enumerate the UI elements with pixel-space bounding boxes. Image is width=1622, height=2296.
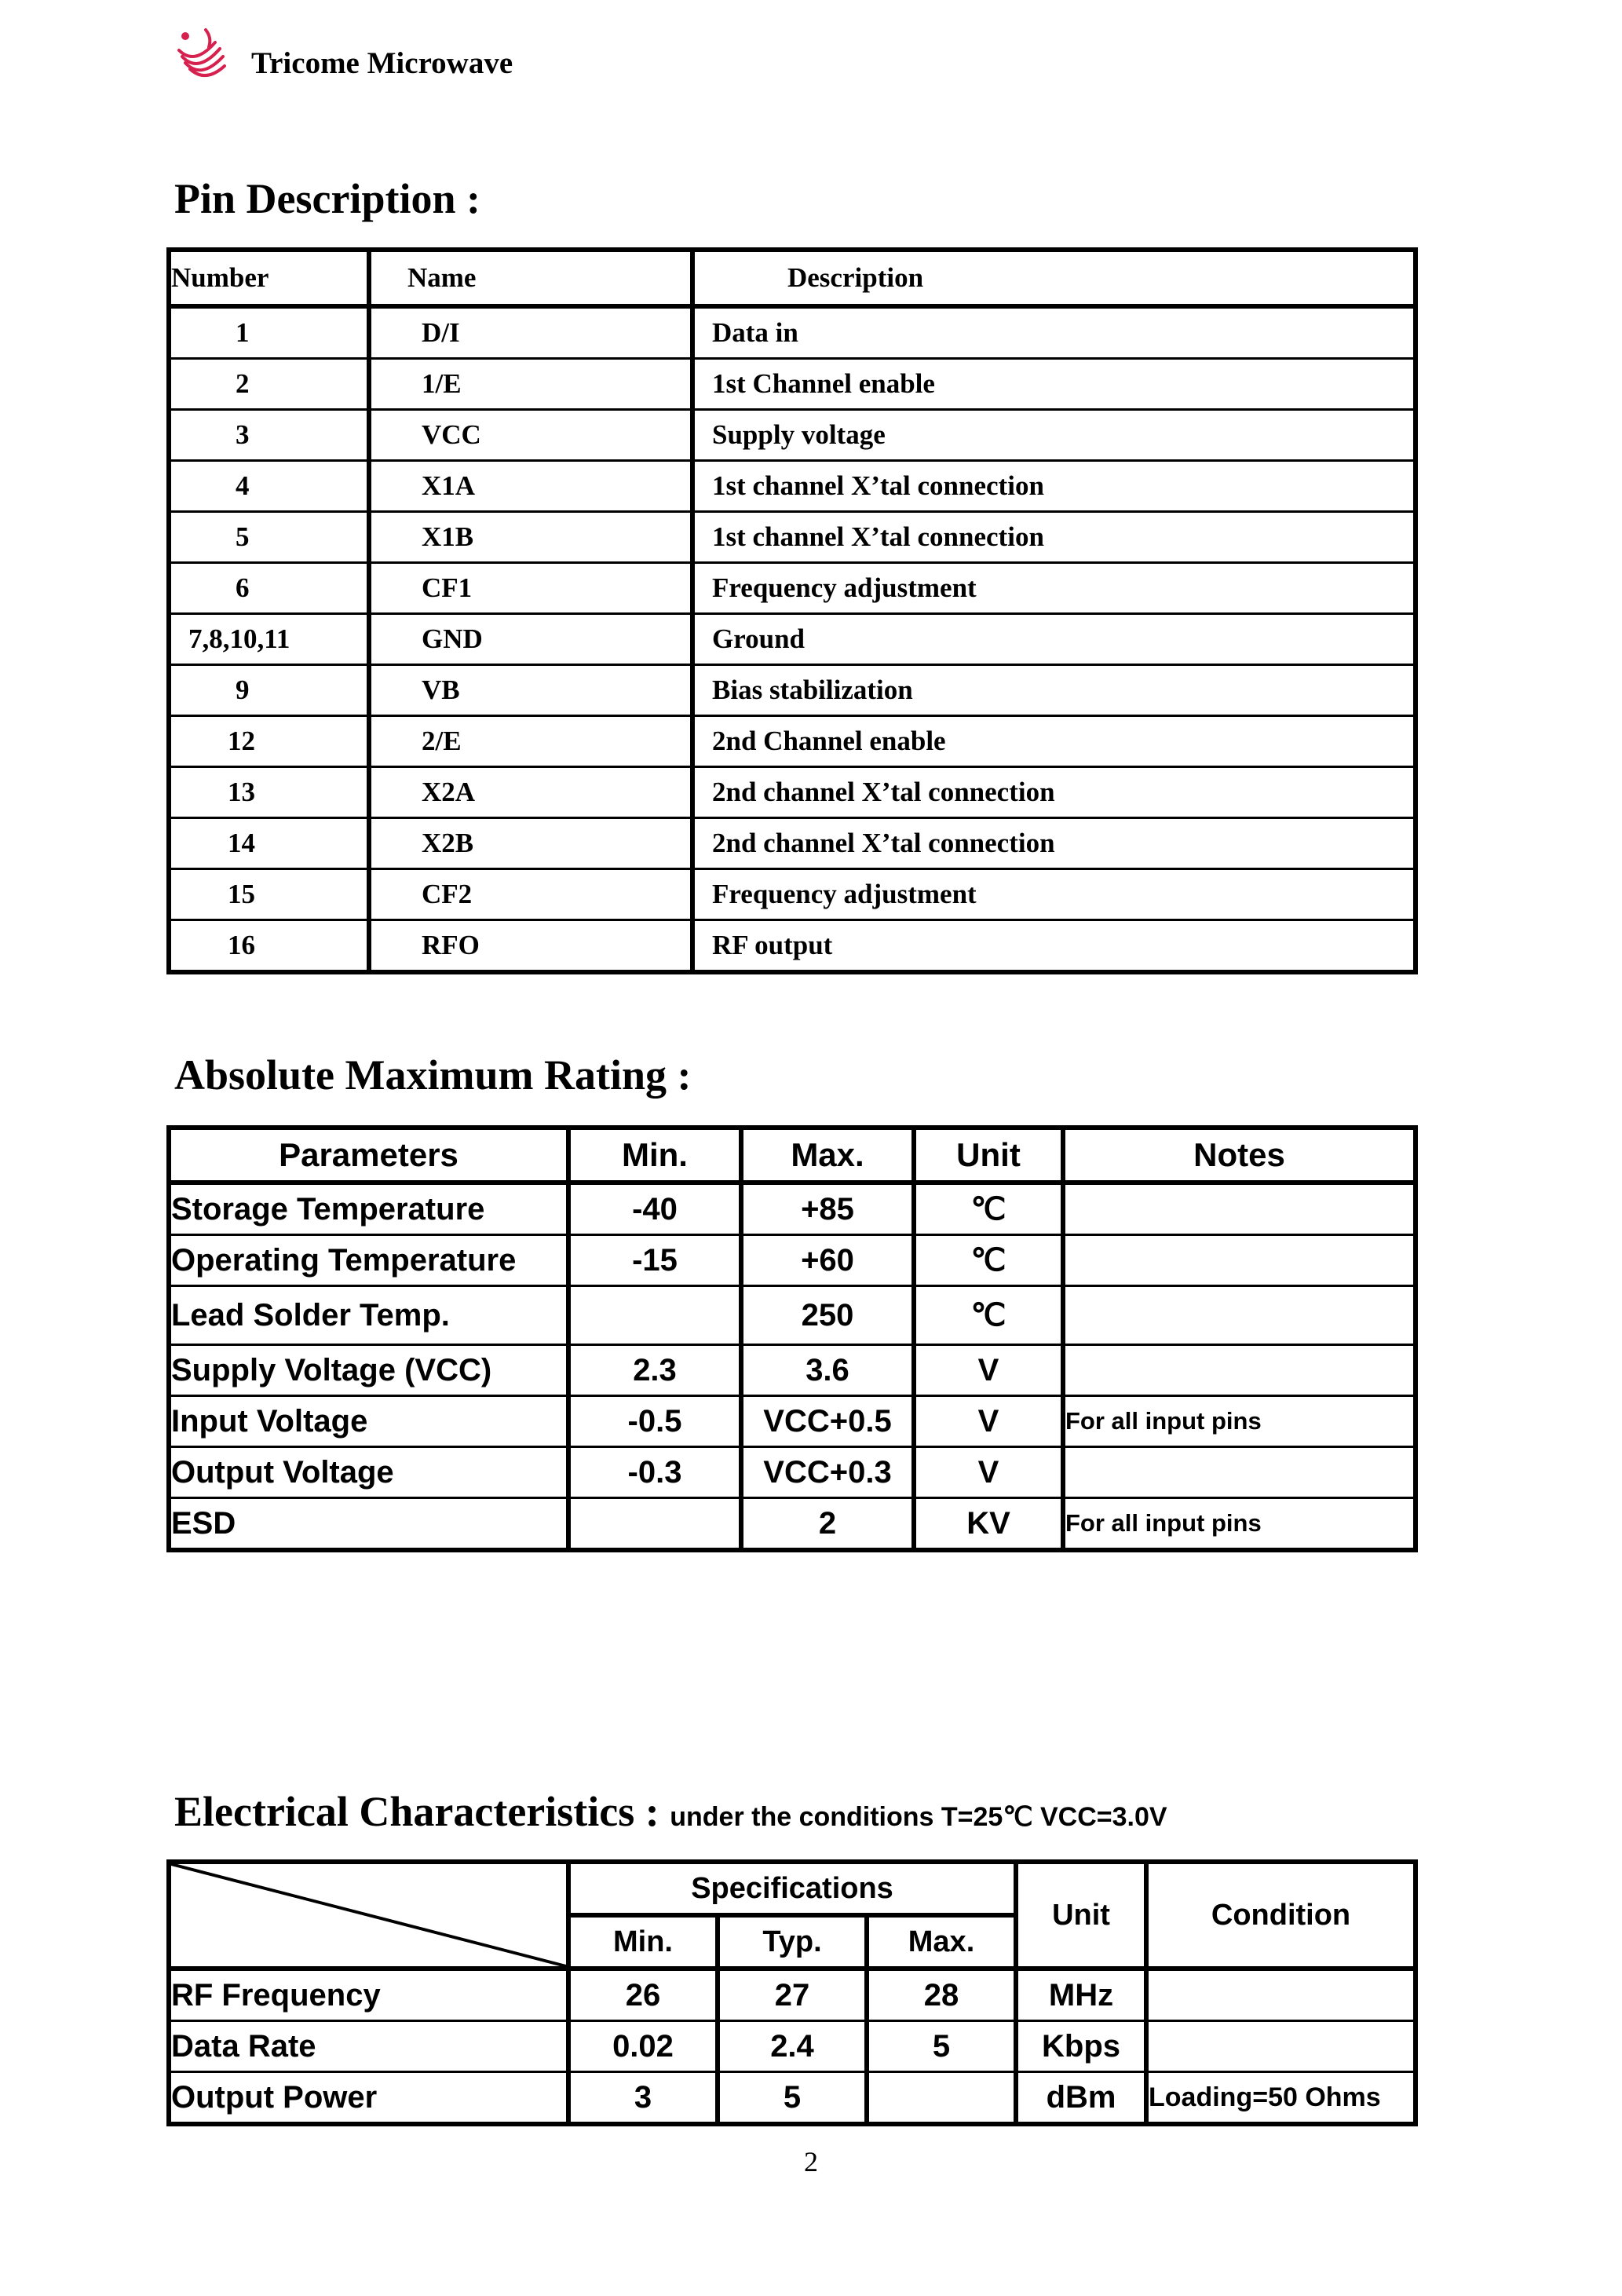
table-row: Operating Temperature -15 +60 ℃ xyxy=(169,1235,1416,1286)
header-min: Min. xyxy=(568,1915,718,1969)
page-number: 2 xyxy=(804,2146,818,2177)
table-row: 3 VCC Supply voltage xyxy=(169,410,1416,461)
diagonal-header-cell xyxy=(169,1862,568,1969)
header-notes: Notes xyxy=(1063,1128,1416,1183)
electrical-conditions: under the conditions T=25℃ VCC=3.0V xyxy=(670,1802,1167,1832)
absolute-maximum-rating-title: Absolute Maximum Rating : xyxy=(174,1051,692,1099)
pin-description-title: Pin Description : xyxy=(174,175,480,222)
header-max: Max. xyxy=(867,1915,1016,1969)
table-row: 15 CF2 Frequency adjustment xyxy=(169,869,1416,920)
header-unit: Unit xyxy=(1016,1862,1146,1969)
table-row: 9 VB Bias stabilization xyxy=(169,665,1416,716)
header-number: Number xyxy=(169,250,369,306)
table-row: 13 X2A 2nd channel X’tal connection xyxy=(169,767,1416,818)
table-header-row xyxy=(169,1128,1416,1183)
table-row: Data Rate 0.02 2.4 5 Kbps xyxy=(169,2021,1416,2072)
table-row: 7,8,10,11 GND Ground xyxy=(169,614,1416,665)
header-name: Name xyxy=(369,250,692,306)
table-row: 14 X2B 2nd channel X’tal connection xyxy=(169,818,1416,869)
table-row: ESD 2 KV For all input pins xyxy=(169,1498,1416,1551)
table-row: Storage Temperature -40 +85 ℃ xyxy=(169,1183,1416,1235)
table-row: 12 2/E 2nd Channel enable xyxy=(169,716,1416,767)
header-condition: Condition xyxy=(1146,1862,1416,1969)
header-specifications: Specifications xyxy=(568,1862,1016,1915)
table-row: 16 RFO RF output xyxy=(169,920,1416,973)
electrical-characteristics-title xyxy=(174,1787,1167,1836)
header-unit: Unit xyxy=(914,1128,1063,1183)
table-row: 5 X1B 1st channel X’tal connection xyxy=(169,512,1416,563)
company-name: Tricome Microwave xyxy=(251,46,513,80)
table-row: 1 D/I Data in xyxy=(169,306,1416,359)
table-header-row xyxy=(169,1862,1416,1915)
diagonal-divider xyxy=(171,1864,566,1966)
header-parameters: Parameters xyxy=(169,1128,568,1183)
table-row: 4 X1A 1st channel X’tal connection xyxy=(169,461,1416,512)
pin-description-table xyxy=(166,247,1418,974)
electrical-characteristics-heading: Electrical Characteristics : xyxy=(174,1788,659,1835)
table-row: Input Voltage -0.5 VCC+0.5 V For all input pins xyxy=(169,1396,1416,1447)
absolute-maximum-rating-table xyxy=(166,1125,1418,1552)
table-header-row xyxy=(169,250,1416,306)
header-min: Min. xyxy=(568,1128,741,1183)
table-row: 6 CF1 Frequency adjustment xyxy=(169,563,1416,614)
header-typ: Typ. xyxy=(718,1915,867,1969)
table-row: Output Voltage -0.3 VCC+0.3 V xyxy=(169,1447,1416,1498)
tricome-logo-icon xyxy=(174,25,228,82)
header-description: Description xyxy=(692,250,1416,306)
electrical-characteristics-table xyxy=(166,1859,1418,2126)
table-row: RF Frequency 26 27 28 MHz xyxy=(169,1969,1416,2021)
table-row: Lead Solder Temp. 250 ℃ xyxy=(169,1286,1416,1345)
header-max: Max. xyxy=(741,1128,914,1183)
table-row: Supply Voltage (VCC) 2.3 3.6 V xyxy=(169,1345,1416,1396)
table-row: Output Power 3 5 dBm Loading=50 Ohms xyxy=(169,2072,1416,2125)
table-row: 2 1/E 1st Channel enable xyxy=(169,359,1416,410)
